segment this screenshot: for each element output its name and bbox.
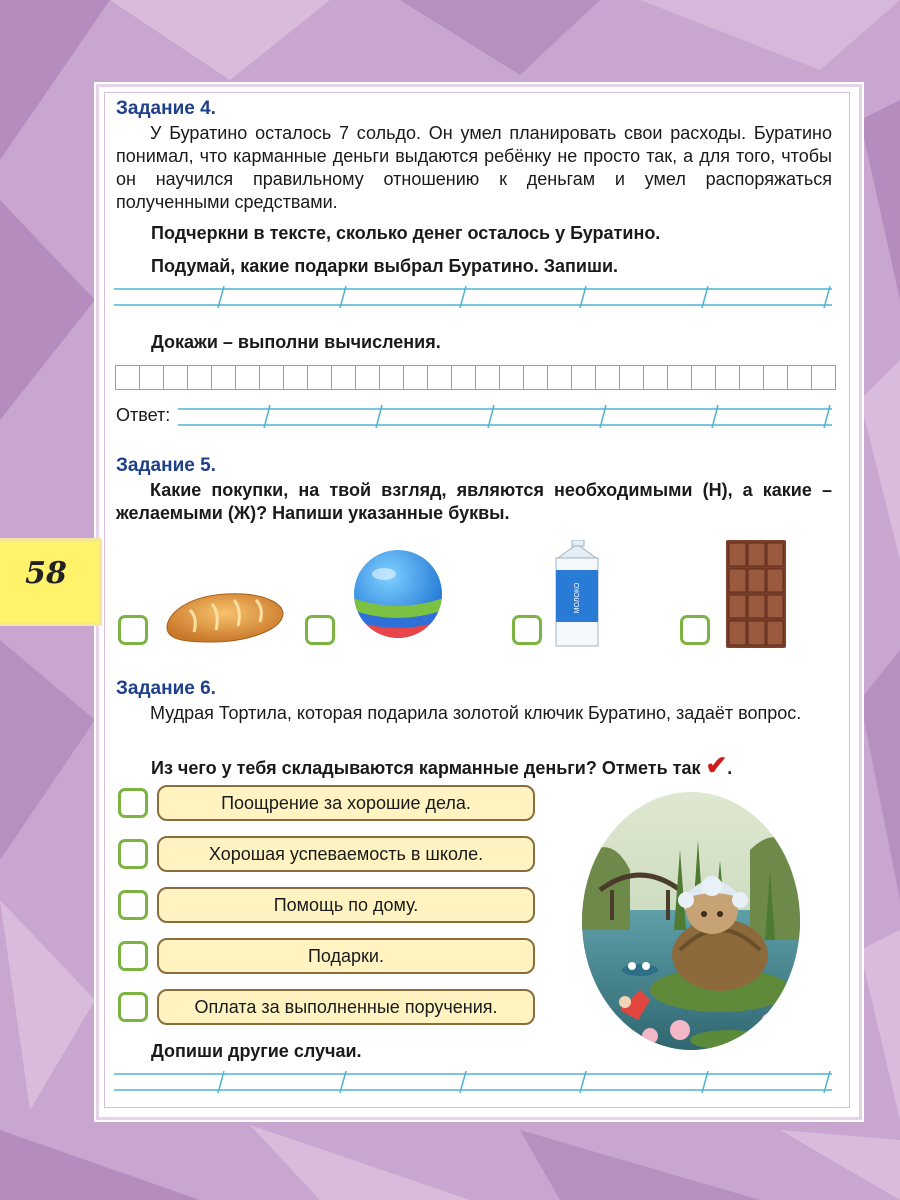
- task4-title: Задание 4.: [116, 98, 216, 119]
- checkmark-icon: ✔: [705, 750, 728, 780]
- task5-title: Задание 5.: [116, 455, 216, 476]
- tortilla-turtle-illustration: [580, 790, 802, 1052]
- checkbox-option-4[interactable]: [118, 941, 148, 971]
- option-4[interactable]: Подарки.: [157, 938, 535, 974]
- page-number: 58: [25, 556, 67, 591]
- task4-instruction-underline: Подчеркни в тексте, сколько денег осталось у Буратино.: [151, 223, 661, 243]
- option-3[interactable]: Помощь по дому.: [157, 887, 535, 923]
- answer-writing-lines[interactable]: [178, 405, 834, 429]
- task6-title: Задание 6.: [116, 678, 216, 699]
- task4-paragraph: У Буратино осталось 7 сольдо. Он умел планировать свои расходы. Буратино понимал, что карманные деньги выдаются ребёнку не просто так, а для того, чтобы он научился правильному отношению к деньгам и умел распоряжаться полученными средствами.: [116, 123, 832, 212]
- checkbox-option-1[interactable]: [118, 788, 148, 818]
- option-5[interactable]: Оплата за выполненные поручения.: [157, 989, 535, 1025]
- checkbox-option-3[interactable]: [118, 890, 148, 920]
- option-2[interactable]: Хорошая успеваемость в школе.: [157, 836, 535, 872]
- task6-paragraph: Мудрая Тортила, которая подарила золотой ключик Буратино, задаёт вопрос.: [150, 703, 802, 723]
- option-1[interactable]: Поощрение за хорошие дела.: [157, 785, 535, 821]
- bread-icon: [160, 588, 288, 646]
- checkbox-milk[interactable]: [512, 615, 542, 645]
- writing-lines-gifts[interactable]: [114, 286, 834, 310]
- chocolate-bar-icon: [726, 540, 786, 648]
- task6-question: Из чего у тебя складываются карманные деньги? Отметь так ✔.: [151, 750, 733, 780]
- checkbox-ball[interactable]: [305, 615, 335, 645]
- task4-instruction-calc: Докажи – выполни вычисления.: [151, 332, 441, 352]
- checkbox-option-5[interactable]: [118, 992, 148, 1022]
- writing-lines-other-cases[interactable]: [114, 1071, 834, 1095]
- milk-carton-icon: [552, 540, 602, 648]
- task6-final-instruction: Допиши другие случаи.: [151, 1041, 362, 1061]
- task4-instruction-write: Подумай, какие подарки выбрал Буратино. Запиши.: [151, 256, 619, 276]
- milk-label: МОЛОКО: [574, 582, 581, 614]
- ball-icon: [352, 548, 444, 640]
- calculation-grid[interactable]: [116, 365, 836, 389]
- answer-label: Ответ:: [116, 405, 171, 425]
- checkbox-option-2[interactable]: [118, 839, 148, 869]
- task5-question: Какие покупки, на твой взгляд, являются необходимыми (Н), а какие – желаемыми (Ж)? Напиши указанные буквы.: [116, 480, 832, 523]
- checkbox-bread[interactable]: [118, 615, 148, 645]
- checkbox-chocolate[interactable]: [680, 615, 710, 645]
